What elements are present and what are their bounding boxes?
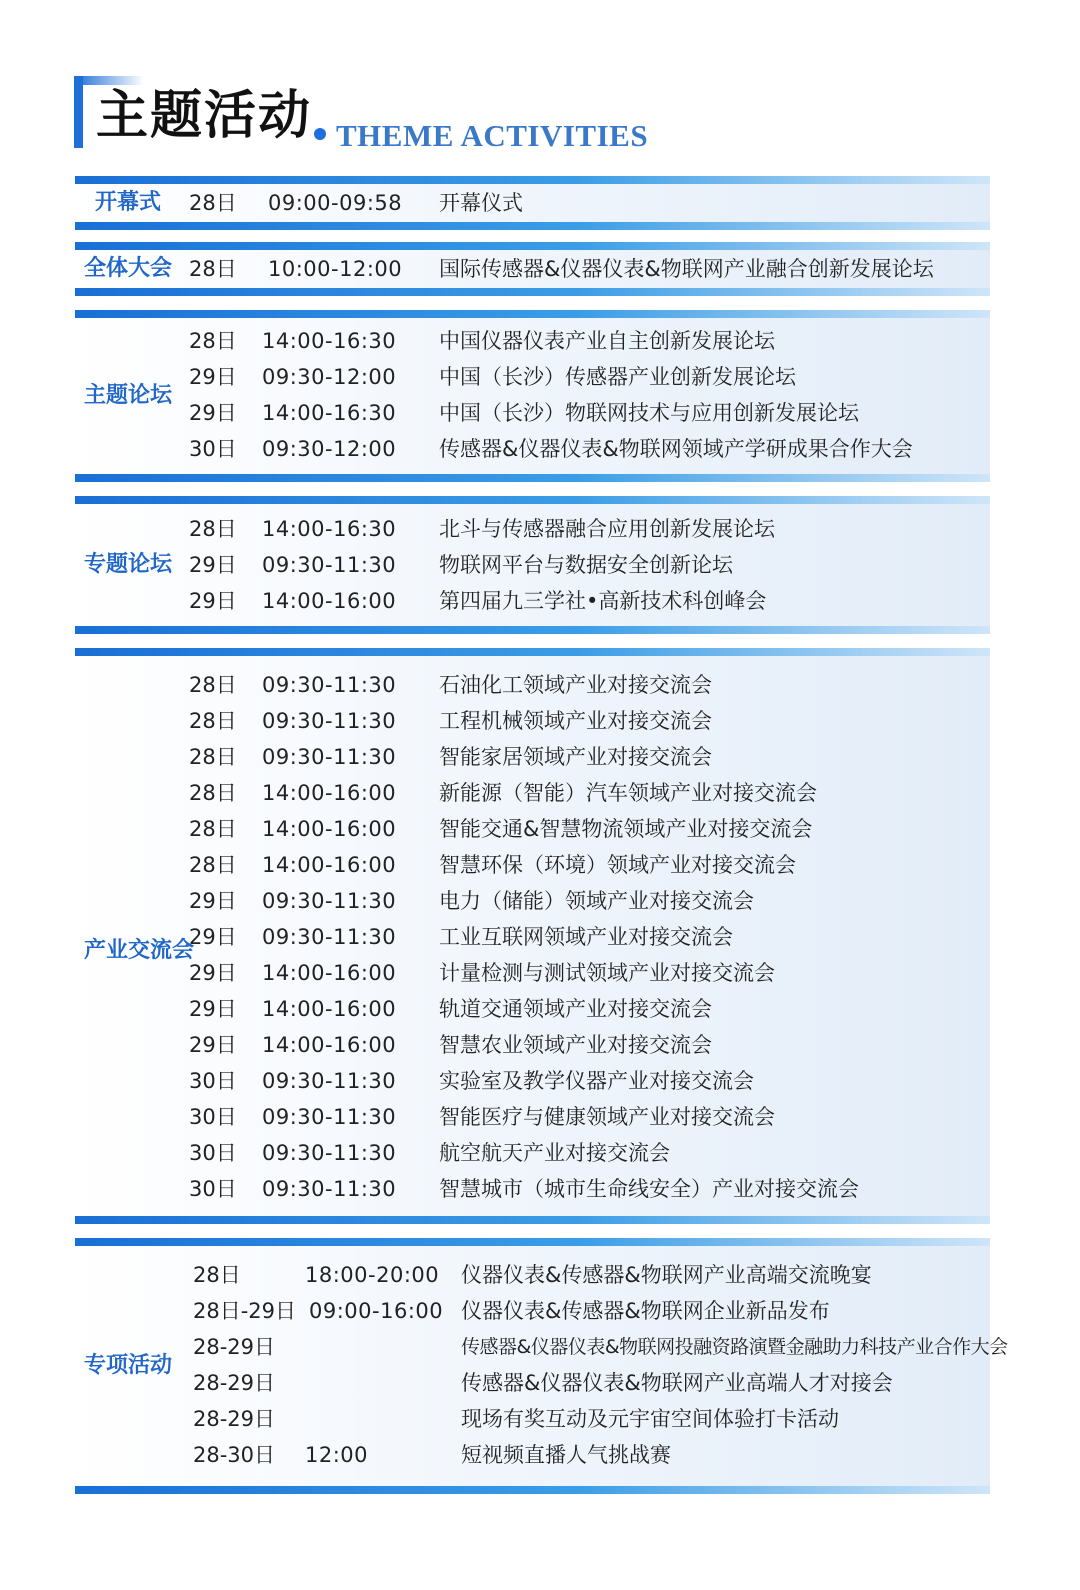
section-label: 专项活动: [84, 1353, 173, 1378]
row-time: 09:30-11:30: [262, 925, 397, 949]
row-time: 14:00-16:30: [262, 401, 397, 425]
row-event: 中国（长沙）物联网技术与应用创新发展论坛: [439, 401, 859, 425]
row-event: 智慧农业领域产业对接交流会: [439, 1033, 712, 1057]
page-subtitle: THEME ACTIVITIES: [336, 118, 649, 153]
row-day: 29日: [189, 889, 237, 913]
row-day: 28日: [189, 745, 237, 769]
row-event: 传感器&仪器仪表&物联网投融资路演暨金融助力科技产业合作大会: [461, 1336, 1008, 1358]
row-day: 28日: [189, 781, 237, 805]
row-event: 物联网平台与数据安全创新论坛: [439, 553, 733, 577]
row-time: 09:30-12:00: [262, 437, 397, 461]
section-label: 专题论坛: [84, 552, 173, 577]
row-time: 14:00-16:00: [262, 589, 397, 613]
row-event: 智慧环保（环境）领域产业对接交流会: [439, 853, 796, 877]
row-day: 30日: [189, 1177, 237, 1201]
row-event: 工程机械领域产业对接交流会: [439, 709, 712, 733]
row-day: 28-29日: [193, 1407, 276, 1431]
row-event: 智能交通&智慧物流领域产业对接交流会: [439, 817, 813, 841]
row-time: 14:00-16:00: [262, 817, 397, 841]
row-time: 14:00-16:00: [262, 1033, 397, 1057]
section-plenary: [75, 242, 990, 296]
row-event: 中国（长沙）传感器产业创新发展论坛: [439, 365, 796, 389]
row-day: 28日: [189, 709, 237, 733]
row-day: 29日: [189, 961, 237, 985]
section-special-activities: [75, 1238, 1008, 1494]
row-day: 30日: [189, 437, 237, 461]
row-event: 轨道交通领域产业对接交流会: [439, 997, 712, 1021]
row-time: 14:00-16:00: [262, 961, 397, 985]
section-label: 主题论坛: [84, 383, 173, 408]
row-event: 计量检测与测试领域产业对接交流会: [439, 961, 775, 985]
row-event: 智能家居领域产业对接交流会: [439, 745, 712, 769]
row-time: 09:00-09:58: [268, 191, 403, 215]
row-time: 10:00-12:00: [268, 257, 403, 281]
row-day: 28日: [189, 853, 237, 877]
row-day: 29日: [189, 925, 237, 949]
row-event: 智能医疗与健康领域产业对接交流会: [439, 1105, 775, 1129]
section-industry-exchanges: [75, 648, 990, 1224]
row-time: 09:30-11:30: [262, 1069, 397, 1093]
row-time: 14:00-16:00: [262, 781, 397, 805]
section-label: 开幕式: [95, 190, 162, 215]
row-day: 28日: [189, 329, 237, 353]
page-header: [74, 76, 714, 156]
row-day: 28-29日: [193, 1335, 276, 1359]
row-day: 29日: [189, 997, 237, 1021]
section-theme-forums: [75, 310, 990, 482]
section-label: 产业交流会: [84, 938, 195, 963]
row-day: 28日-29日: [193, 1299, 297, 1323]
row-day: 28日: [189, 191, 237, 215]
row-day: 29日: [189, 401, 237, 425]
section-opening: [75, 176, 990, 230]
section-special-forums: [75, 496, 990, 634]
row-event: 国际传感器&仪器仪表&物联网产业融合创新发展论坛: [439, 257, 934, 281]
row-time: 14:00-16:00: [262, 997, 397, 1021]
row-day: 28-30日: [193, 1443, 276, 1467]
row-day: 29日: [189, 589, 237, 613]
section-label: 全体大会: [84, 256, 173, 281]
row-event: 石油化工领域产业对接交流会: [439, 673, 712, 697]
row-day: 30日: [189, 1141, 237, 1165]
row-time: 09:30-11:30: [262, 1177, 397, 1201]
row-day: 28日: [193, 1263, 241, 1287]
row-event: 开幕仪式: [439, 191, 523, 215]
row-time: 09:00-16:00: [309, 1299, 444, 1323]
row-event: 传感器&仪器仪表&物联网领域产学研成果合作大会: [439, 437, 913, 461]
row-day: 29日: [189, 365, 237, 389]
title-dot: [314, 128, 326, 140]
row-event: 仪器仪表&传感器&物联网企业新品发布: [461, 1299, 830, 1323]
row-time: 12:00: [305, 1443, 369, 1467]
row-day: 30日: [189, 1105, 237, 1129]
row-day: 28日: [189, 817, 237, 841]
row-day: 28日: [189, 517, 237, 541]
row-time: 18:00-20:00: [305, 1263, 440, 1287]
row-time: 14:00-16:00: [262, 853, 397, 877]
row-event: 新能源（智能）汽车领域产业对接交流会: [439, 781, 817, 805]
row-event: 第四届九三学社•高新技术科创峰会: [439, 589, 767, 613]
accent-bar: [74, 76, 83, 148]
page-title: 主题活动: [96, 86, 313, 146]
row-time: 09:30-12:00: [262, 365, 397, 389]
row-day: 29日: [189, 553, 237, 577]
row-time: 09:30-11:30: [262, 1105, 397, 1129]
row-event: 现场有奖互动及元宇宙空间体验打卡活动: [461, 1407, 839, 1431]
row-day: 28日: [189, 673, 237, 697]
row-time: 14:00-16:30: [262, 329, 397, 353]
row-time: 09:30-11:30: [262, 1141, 397, 1165]
row-day: 28日: [189, 257, 237, 281]
row-event: 北斗与传感器融合应用创新发展论坛: [439, 517, 775, 541]
row-day: 30日: [189, 1069, 237, 1093]
row-event: 航空航天产业对接交流会: [439, 1141, 670, 1165]
row-event: 传感器&仪器仪表&物联网产业高端人才对接会: [461, 1371, 893, 1395]
row-event: 实验室及教学仪器产业对接交流会: [439, 1069, 754, 1093]
row-event: 中国仪器仪表产业自主创新发展论坛: [439, 329, 775, 353]
row-time: 09:30-11:30: [262, 745, 397, 769]
row-event: 仪器仪表&传感器&物联网产业高端交流晚宴: [461, 1263, 872, 1287]
row-day: 29日: [189, 1033, 237, 1057]
row-day: 28-29日: [193, 1371, 276, 1395]
row-time: 09:30-11:30: [262, 709, 397, 733]
row-event: 智慧城市（城市生命线安全）产业对接交流会: [439, 1177, 859, 1201]
row-time: 14:00-16:30: [262, 517, 397, 541]
row-time: 09:30-11:30: [262, 673, 397, 697]
row-time: 09:30-11:30: [262, 889, 397, 913]
row-time: 09:30-11:30: [262, 553, 397, 577]
row-event: 短视频直播人气挑战赛: [461, 1443, 671, 1467]
row-event: 工业互联网领域产业对接交流会: [439, 925, 733, 949]
row-event: 电力（储能）领域产业对接交流会: [439, 889, 754, 913]
